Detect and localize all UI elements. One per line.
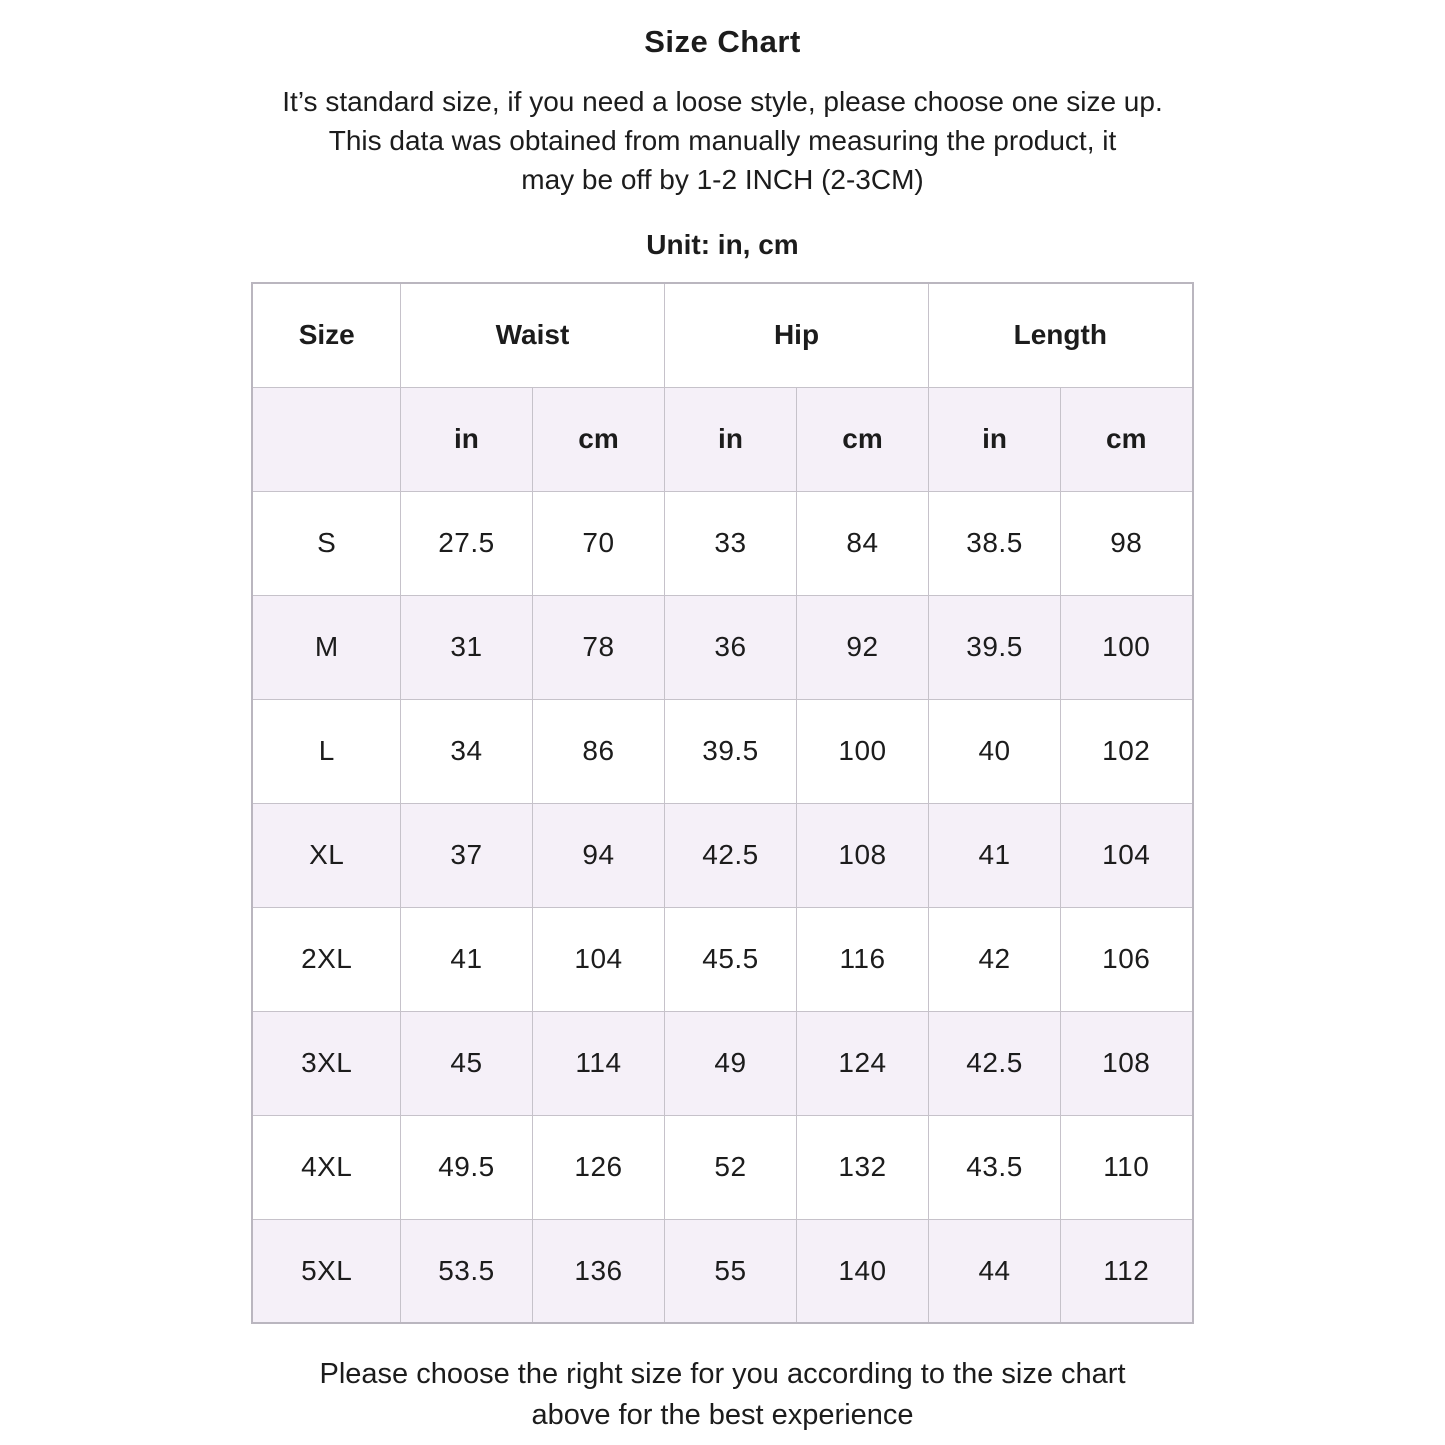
length-in: 41: [929, 803, 1061, 907]
waist-cm: 104: [532, 907, 664, 1011]
length-cm: 104: [1061, 803, 1193, 907]
table-row-m: [252, 595, 1192, 699]
column-header-waist: Waist: [400, 283, 664, 387]
column-header-length: Length: [929, 283, 1193, 387]
length-cm: 98: [1061, 491, 1193, 595]
hip-cm: 116: [797, 907, 929, 1011]
hip-cm: 140: [797, 1219, 929, 1323]
hip-in: 55: [665, 1219, 797, 1323]
page-title: Size Chart: [644, 24, 801, 59]
hip-in: 33: [665, 491, 797, 595]
waist-in: 34: [400, 699, 532, 803]
footer-note: [0, 1354, 1445, 1436]
size-label: 5XL: [252, 1219, 400, 1323]
size-note-line-2: This data was obtained from manually measuring the product, it: [328, 125, 1117, 156]
length-in: 42.5: [929, 1011, 1061, 1115]
length-in: 42: [929, 907, 1061, 1011]
waist-in: 53.5: [400, 1219, 532, 1323]
footer-note-line-2: above for the best experience: [531, 1399, 914, 1431]
subheader-length-cm: cm: [1061, 387, 1193, 491]
size-note-line-1: It’s standard size, if you need a loose style, please choose one size up.: [282, 86, 1163, 117]
footer-note-line-1: Please choose the right size for you according to the size chart: [319, 1358, 1126, 1390]
length-in: 39.5: [929, 595, 1061, 699]
hip-cm: 108: [797, 803, 929, 907]
hip-cm: 132: [797, 1115, 929, 1219]
size-label: 4XL: [252, 1115, 400, 1219]
column-header-size: Size: [252, 283, 400, 387]
table-row-4xl: [252, 1115, 1192, 1219]
table-row-2xl: [252, 907, 1192, 1011]
waist-in: 37: [400, 803, 532, 907]
length-in: 38.5: [929, 491, 1061, 595]
subheader-hip-cm: cm: [797, 387, 929, 491]
hip-in: 49: [665, 1011, 797, 1115]
hip-cm: 92: [797, 595, 929, 699]
length-cm: 106: [1061, 907, 1193, 1011]
subheader-waist-cm: cm: [532, 387, 664, 491]
hip-cm: 124: [797, 1011, 929, 1115]
hip-in: 36: [665, 595, 797, 699]
length-cm: 110: [1061, 1115, 1193, 1219]
length-cm: 102: [1061, 699, 1193, 803]
hip-cm: 84: [797, 491, 929, 595]
size-table: [251, 282, 1193, 1324]
size-note: [0, 82, 1445, 199]
subheader-hip-in: in: [665, 387, 797, 491]
waist-in: 31: [400, 595, 532, 699]
size-label: 3XL: [252, 1011, 400, 1115]
waist-in: 49.5: [400, 1115, 532, 1219]
waist-cm: 86: [532, 699, 664, 803]
waist-cm: 126: [532, 1115, 664, 1219]
waist-cm: 70: [532, 491, 664, 595]
size-label: XL: [252, 803, 400, 907]
length-in: 40: [929, 699, 1061, 803]
length-cm: 112: [1061, 1219, 1193, 1323]
table-row-s: [252, 491, 1192, 595]
waist-in: 41: [400, 907, 532, 1011]
waist-cm: 114: [532, 1011, 664, 1115]
length-cm: 108: [1061, 1011, 1193, 1115]
length-cm: 100: [1061, 595, 1193, 699]
table-row-5xl: [252, 1219, 1192, 1323]
table-row-l: [252, 699, 1192, 803]
table-unit-subheader-row: [252, 387, 1192, 491]
size-note-line-3: may be off by 1-2 INCH (2-3CM): [521, 164, 924, 195]
subheader-length-in: in: [929, 387, 1061, 491]
subheader-blank: [252, 387, 400, 491]
table-group-header-row: [252, 283, 1192, 387]
waist-cm: 94: [532, 803, 664, 907]
waist-in: 27.5: [400, 491, 532, 595]
column-header-hip: Hip: [665, 283, 929, 387]
length-in: 43.5: [929, 1115, 1061, 1219]
table-row-3xl: [252, 1011, 1192, 1115]
subheader-waist-in: in: [400, 387, 532, 491]
length-in: 44: [929, 1219, 1061, 1323]
hip-in: 39.5: [665, 699, 797, 803]
waist-cm: 136: [532, 1219, 664, 1323]
size-label: 2XL: [252, 907, 400, 1011]
waist-in: 45: [400, 1011, 532, 1115]
waist-cm: 78: [532, 595, 664, 699]
hip-in: 45.5: [665, 907, 797, 1011]
size-label: L: [252, 699, 400, 803]
hip-in: 52: [665, 1115, 797, 1219]
table-row-xl: [252, 803, 1192, 907]
hip-in: 42.5: [665, 803, 797, 907]
unit-label: Unit: in, cm: [646, 229, 799, 260]
hip-cm: 100: [797, 699, 929, 803]
size-label: S: [252, 491, 400, 595]
size-label: M: [252, 595, 400, 699]
